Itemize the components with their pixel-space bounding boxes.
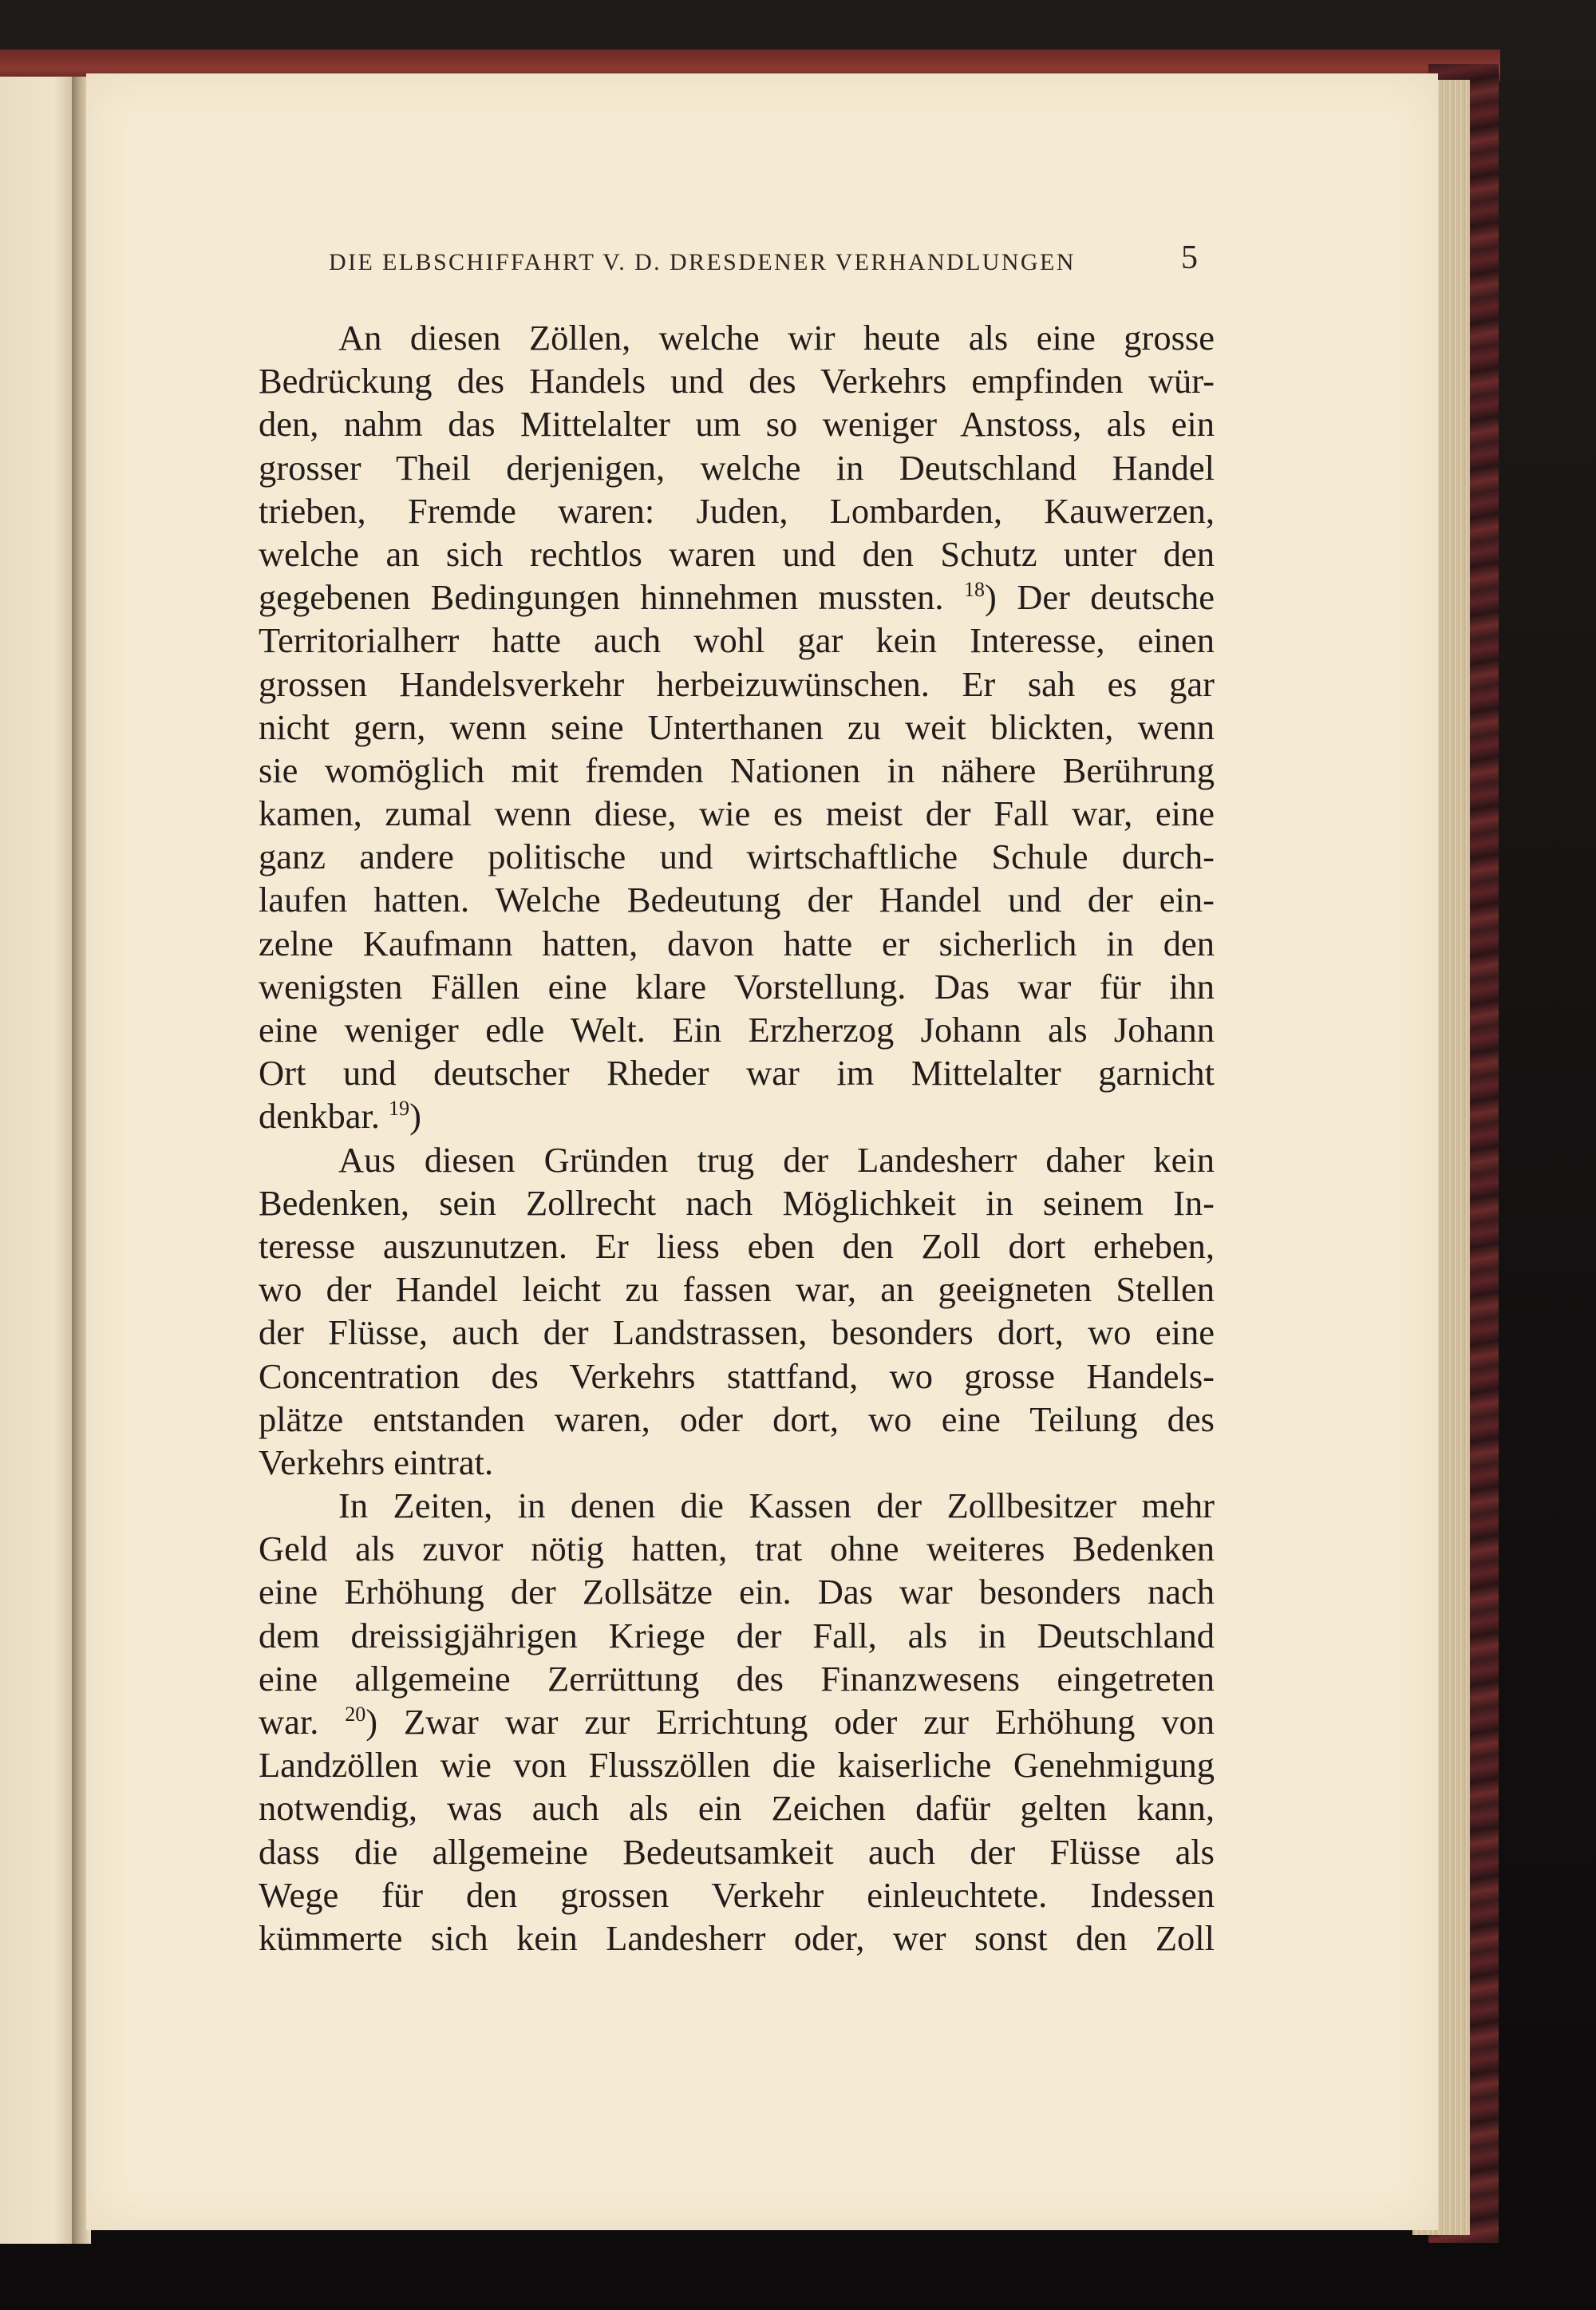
text-line-content: Ort und deutscher Rheder war im Mittelalter garnicht xyxy=(259,1053,1215,1094)
text-line xyxy=(259,1527,1215,1570)
text-line xyxy=(259,1311,1215,1354)
text-line xyxy=(259,1786,1215,1829)
text-line xyxy=(259,1008,1215,1051)
text-line-content: Landzöllen wie von Flusszöllen die kaiserliche Genehmigung xyxy=(259,1745,1215,1786)
book-page xyxy=(86,73,1438,2230)
text-line-content: grosser Theil derjenigen, welche in Deutschland Handel xyxy=(259,447,1215,488)
text-line xyxy=(259,1268,1215,1311)
text-line xyxy=(259,663,1215,706)
text-line-content: nicht gern, wenn seine Unterthanen zu weit blickten, wenn xyxy=(259,706,1215,747)
text-line-content: der Flüsse, auch der Landstrassen, besonders dort, wo eine xyxy=(259,1312,1215,1353)
text-line-content: kamen, zumal wenn diese, wie es meist der Fall war, eine xyxy=(259,793,1215,834)
text-line xyxy=(259,1657,1215,1700)
text-line-content: grossen Handelsverkehr herbeizuwünschen. Er sah es gar xyxy=(259,663,1215,704)
text-line xyxy=(259,1224,1215,1268)
text-line xyxy=(259,576,1215,619)
text-line xyxy=(259,1181,1215,1224)
text-line xyxy=(259,835,1215,878)
text-line-continuation: ) Der deutsche xyxy=(984,577,1215,618)
text-line xyxy=(259,1700,1215,1743)
text-line-content: eine weniger edle Welt. Ein Erzherzog Johann als Johann xyxy=(259,1010,1215,1050)
text-line xyxy=(259,1743,1215,1786)
text-line-content: Territorialherr hatte auch wohl gar kein Interesse, einen xyxy=(259,620,1215,661)
running-head: DIE ELBSCHIFFAHRT V. D. DRESDENER VERHANDLUNGEN xyxy=(329,249,1076,275)
text-line-content: trieben, Fremde waren: Juden, Lombarden, Kauwerzen, xyxy=(259,490,1215,531)
text-line xyxy=(259,1355,1215,1398)
text-line-content: teresse auszunutzen. Er liess eben den Zoll dort erheben, xyxy=(259,1225,1215,1266)
text-line xyxy=(259,402,1215,445)
text-line xyxy=(259,1614,1215,1657)
text-line-content: gegebenen Bedingungen hinnehmen mussten. xyxy=(259,577,944,618)
text-line-content: Geld als zuvor nötig hatten, trat ohne weiteres Bedenken xyxy=(259,1529,1215,1569)
text-line xyxy=(259,1094,1215,1137)
text-line-content: In Zeiten, in denen die Kassen der Zollbesitzer mehr xyxy=(338,1485,1215,1526)
text-line-content: Concentration des Verkehrs stattfand, wo grosse Handels- xyxy=(259,1355,1215,1396)
text-line-continuation: ) xyxy=(409,1096,421,1137)
text-line xyxy=(259,1830,1215,1873)
text-line xyxy=(259,489,1215,532)
text-line xyxy=(259,1873,1215,1916)
text-line-content: eine Erhöhung der Zollsätze ein. Das war besonders nach xyxy=(259,1572,1215,1612)
text-line-content: Bedenken, sein Zollrecht nach Möglichkeit in seinem In- xyxy=(259,1182,1215,1223)
text-line-content: Verkehrs eintrat. xyxy=(259,1442,494,1482)
text-line xyxy=(259,619,1215,662)
text-line xyxy=(259,749,1215,792)
body-text xyxy=(259,316,1215,1960)
text-line xyxy=(259,1441,1215,1484)
previous-page-edge xyxy=(0,77,77,2244)
text-line-content: welche an sich rechtlos waren und den Schutz unter den xyxy=(259,533,1215,574)
text-line xyxy=(259,1398,1215,1441)
text-line-content: Aus diesen Gründen trug der Landesherr daher kein xyxy=(338,1139,1215,1180)
text-line-content: Wege für den grossen Verkehr einleuchtete. Indessen xyxy=(259,1874,1215,1915)
text-line xyxy=(259,706,1215,749)
text-line-content: sie womöglich mit fremden Nationen in nähere Berührung xyxy=(259,750,1215,790)
text-line-content: notwendig, was auch als ein Zeichen dafür gelten kann, xyxy=(259,1788,1215,1829)
text-line-content: wenigsten Fällen eine klare Vorstellung. Das war für ihn xyxy=(259,966,1215,1007)
text-line-content: kümmerte sich kein Landesherr oder, wer sonst den Zoll xyxy=(259,1917,1215,1958)
footnote-marker: 20 xyxy=(345,1703,366,1726)
text-line-content: Bedrückung des Handels und des Verkehrs empfinden wür- xyxy=(259,361,1215,401)
text-line-content: plätze entstanden waren, oder dort, wo eine Teilung des xyxy=(259,1398,1215,1439)
text-line-content: zelne Kaufmann hatten, davon hatte er sicherlich in den xyxy=(259,923,1215,963)
text-line xyxy=(259,359,1215,402)
page-number: 5 xyxy=(1181,239,1198,276)
text-line xyxy=(259,792,1215,835)
footnote-marker: 19 xyxy=(389,1097,410,1121)
text-line-content: denkbar. xyxy=(259,1096,380,1137)
text-line xyxy=(259,1484,1215,1527)
text-line-content: An diesen Zöllen, welche wir heute als eine grosse xyxy=(338,318,1215,358)
text-line xyxy=(259,965,1215,1008)
text-line-content: wo der Handel leicht zu fassen war, an geeigneten Stellen xyxy=(259,1269,1215,1310)
text-line-continuation: ) Zwar war zur Errichtung oder zur Erhöhung von xyxy=(365,1702,1215,1742)
text-line-content: laufen hatten. Welche Bedeutung der Handel und der ein- xyxy=(259,880,1215,920)
text-line xyxy=(259,1138,1215,1181)
text-line xyxy=(259,1570,1215,1613)
text-line-content: war. xyxy=(259,1702,319,1742)
text-line-content: dem dreissigjährigen Kriege der Fall, als in Deutschland xyxy=(259,1615,1215,1655)
text-line xyxy=(259,1916,1215,1960)
footnote-marker: 18 xyxy=(963,578,985,602)
text-line-content: ganz andere politische und wirtschaftliche Schule durch- xyxy=(259,837,1215,877)
text-line xyxy=(259,878,1215,921)
text-line xyxy=(259,922,1215,965)
text-line xyxy=(259,446,1215,489)
text-line-content: den, nahm das Mittelalter um so weniger Anstoss, als ein xyxy=(259,404,1215,445)
text-line xyxy=(259,316,1215,359)
text-line-content: eine allgemeine Zerrüttung des Finanzwesens eingetreten xyxy=(259,1658,1215,1699)
text-line-content: dass die allgemeine Bedeutsamkeit auch der Flüsse als xyxy=(259,1831,1215,1872)
text-line xyxy=(259,1051,1215,1094)
text-line xyxy=(259,532,1215,576)
